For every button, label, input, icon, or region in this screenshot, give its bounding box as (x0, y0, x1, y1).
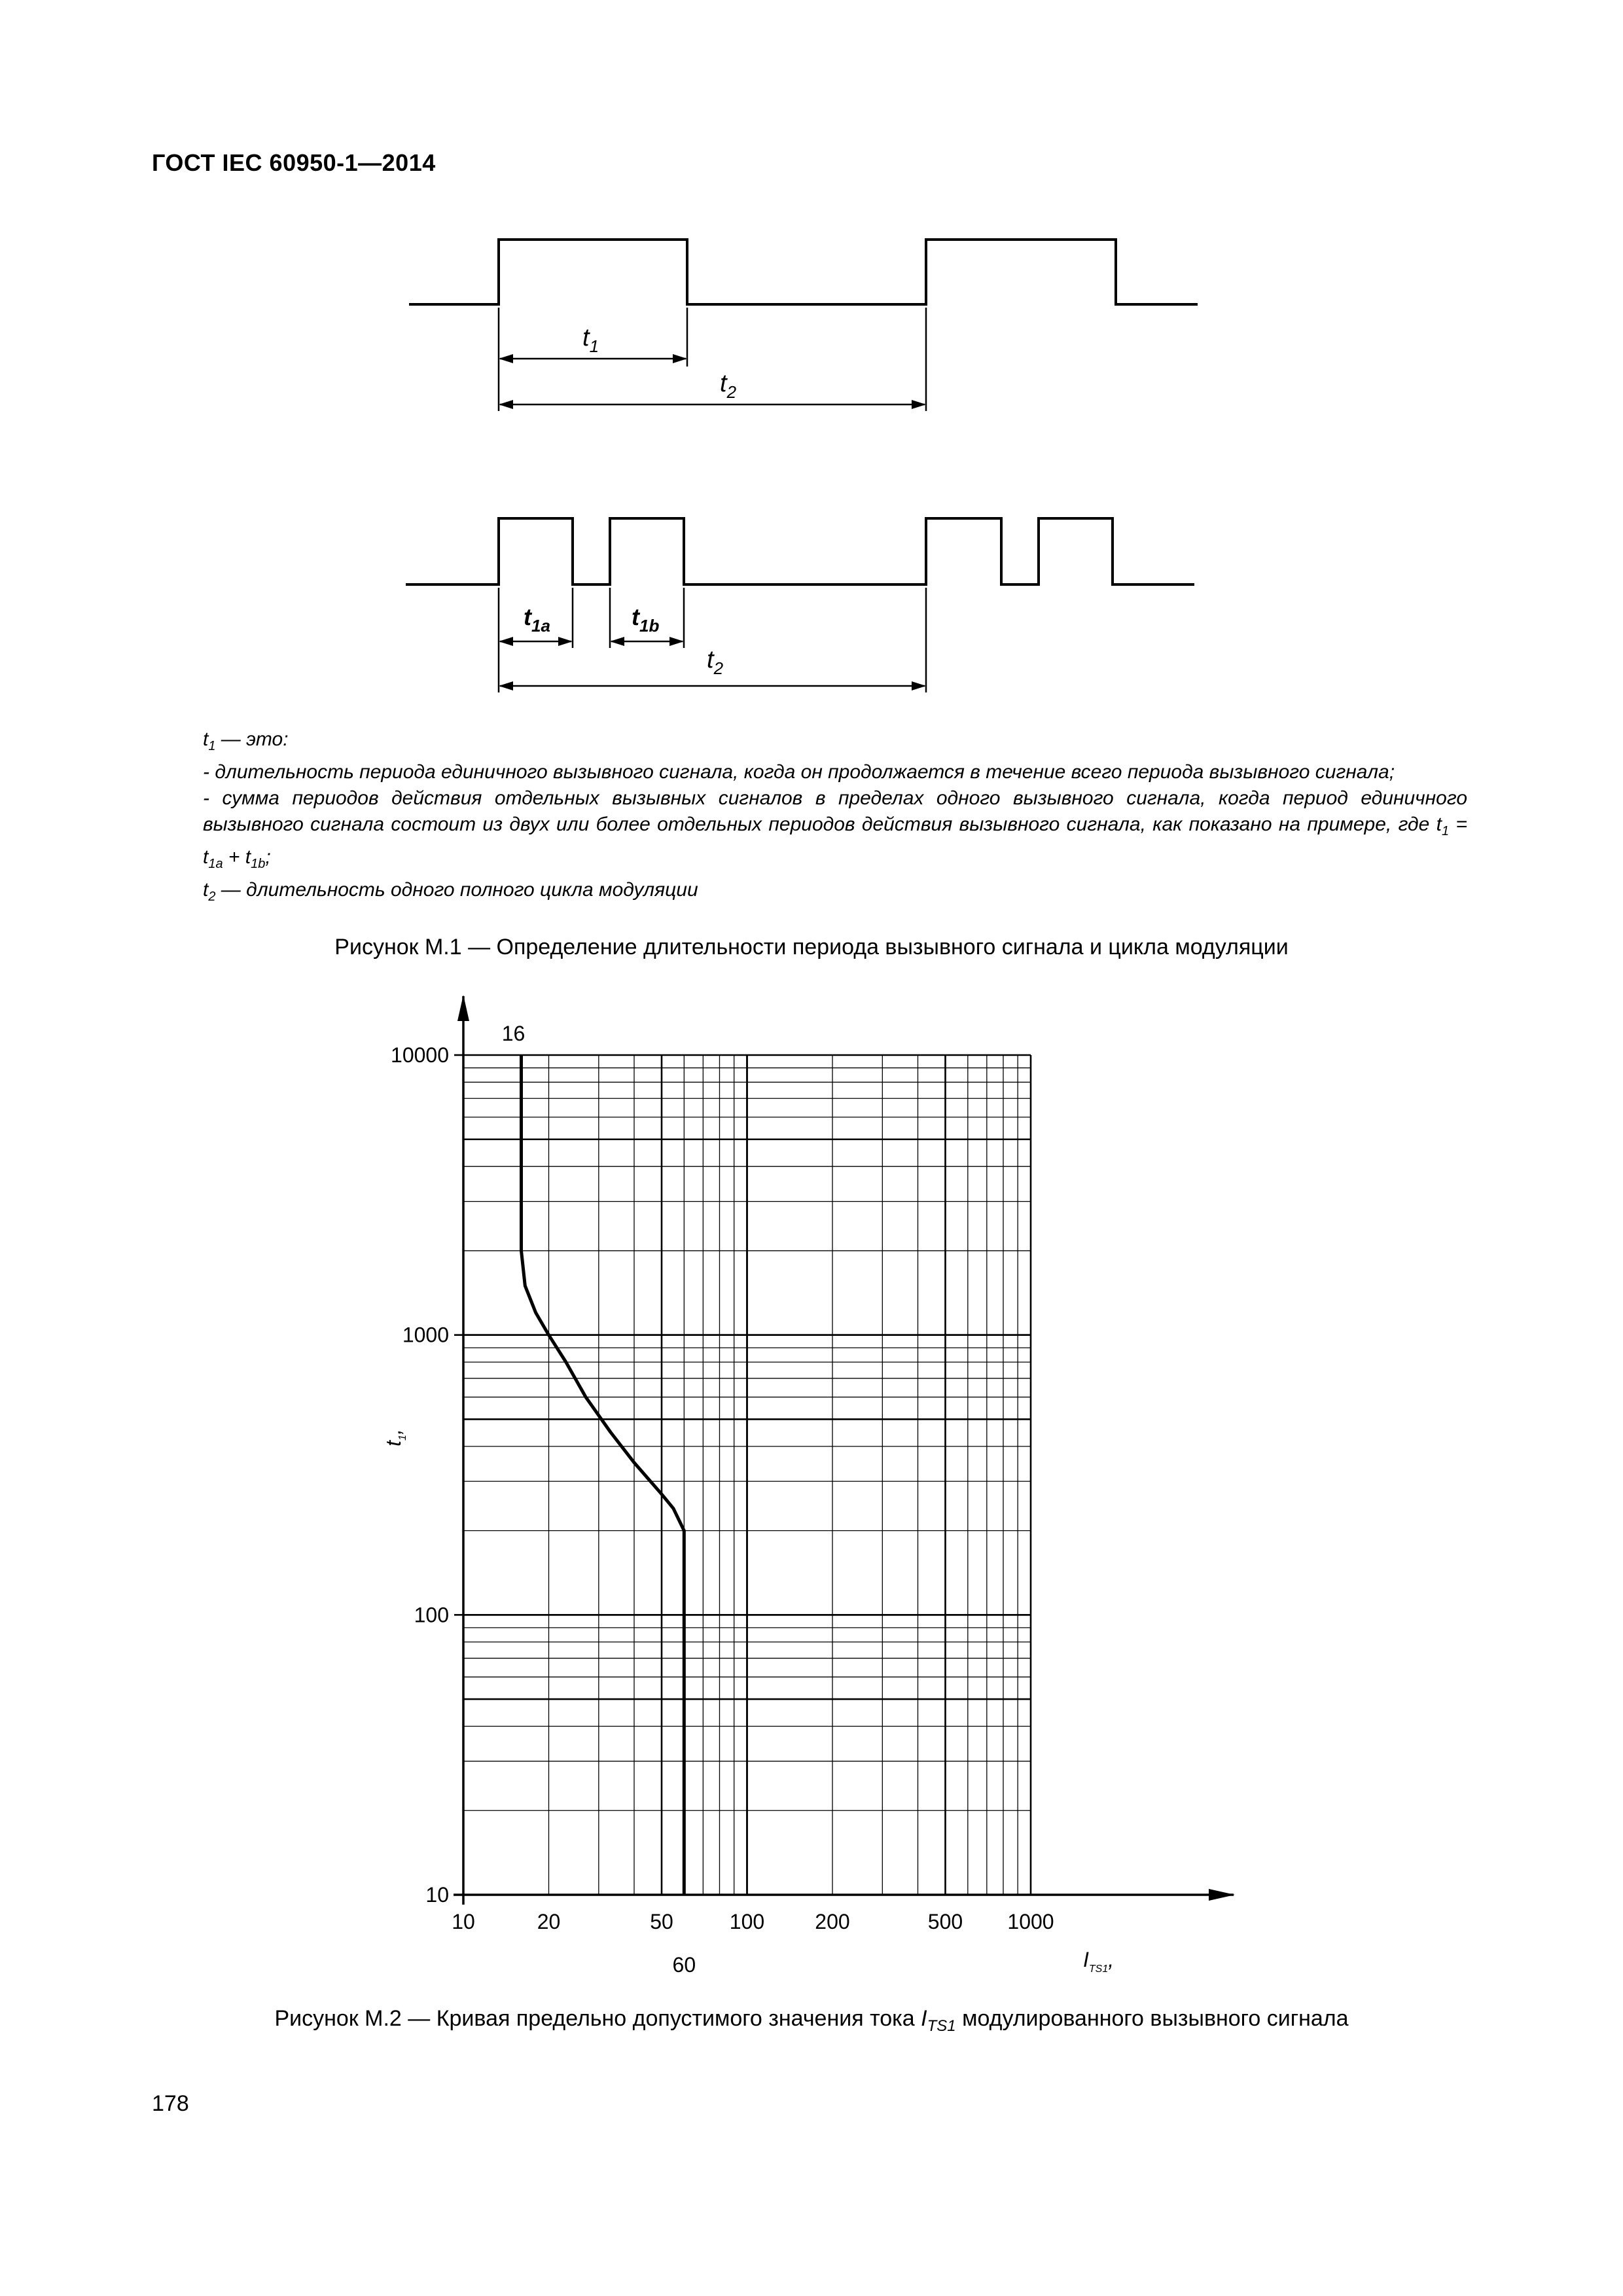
t2-label-bottom: $t_2$ (707, 646, 724, 678)
annotation-top: 16 (501, 1022, 526, 1045)
x-tick-label: 100 (729, 1910, 765, 1933)
y-tick-label: 1000 (402, 1323, 449, 1347)
legend-item-1: - длительность периода единичного вызывного сигнала, когда он продолжается в течение всего периода вызывного сигнала; (203, 761, 1395, 783)
legend-t1-definition: $t_1$ — это: (203, 728, 289, 753)
x-tick-label: 200 (815, 1910, 850, 1933)
x-tick-label: 20 (537, 1910, 561, 1933)
legend-item-2: - сумма периодов действия отдельных вызывных сигналов в пределах одного вызывного сигнала, когда период единичного вызывного сигнала состоит из двух или более отдельных периодов действия вызывного сигнала, как показано на примере, где $t_1 = t_{1a} + t_{1b}$; (203, 787, 1467, 871)
x-tick-label: 500 (927, 1910, 963, 1933)
figure-m1-caption: Рисунок М.1 — Определение длительности периода вызывного сигнала и цикла модуляции (334, 935, 1289, 960)
t1-label: $t_1$ (582, 324, 599, 356)
x-axis-label: $I_{TS1}$, (1083, 1948, 1115, 1975)
x-tick-label: 50 (650, 1910, 673, 1933)
limit-curve-limit (522, 1055, 685, 1895)
document-header: ГОСТ IEC 60950-1—2014 (152, 149, 436, 176)
page-number: 178 (152, 2091, 189, 2116)
waveform-bottom (406, 518, 1194, 584)
waveform-top (409, 240, 1198, 304)
t2-label-top: $t_2$ (720, 370, 737, 402)
figure-m1-legend (152, 726, 1467, 910)
y-tick-label: 100 (414, 1603, 449, 1627)
annotation-bottom: 60 (672, 1953, 696, 1977)
figure-m2-caption: Рисунок М.2 — Кривая предельно допустимого значения тока $I_{TS1}$ модулированного вызывного сигнала (274, 2006, 1349, 2035)
t1a-label: $t_{1a}$ (524, 603, 550, 636)
y-axis-label: $t_1$, (382, 1429, 408, 1446)
legend-t2-definition: $t_2$ — длительность одного полного цикла модуляции (203, 879, 698, 904)
figure-m2-chart (0, 982, 1623, 2003)
figure-m1-diagram (0, 216, 1623, 713)
x-tick-label: 10 (452, 1910, 475, 1933)
y-tick-label: 10000 (391, 1043, 449, 1067)
t1b-label: $t_{1b}$ (632, 603, 660, 636)
x-tick-label: 1000 (1007, 1910, 1054, 1933)
y-tick-label: 10 (425, 1883, 449, 1907)
